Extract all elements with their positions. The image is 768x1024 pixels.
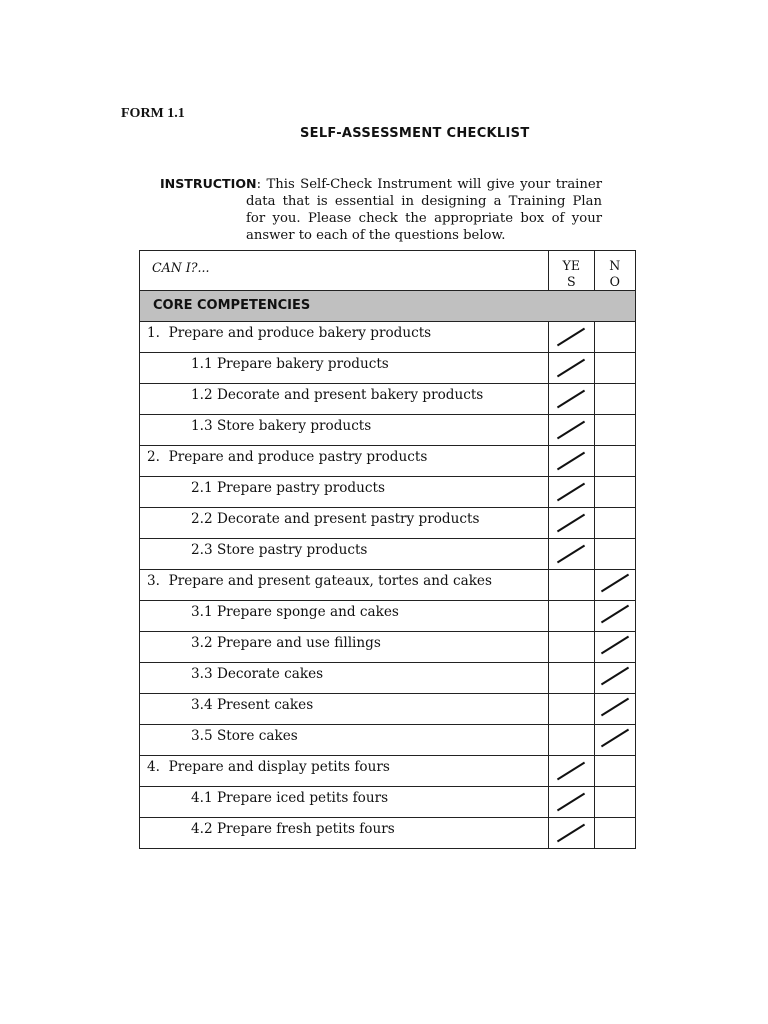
check-mark-icon [557, 824, 585, 843]
yes-checkbox-cell[interactable] [549, 632, 595, 663]
item-cell [140, 415, 549, 446]
item-cell [140, 632, 549, 663]
item-cell [140, 725, 549, 756]
checklist-table [139, 250, 636, 849]
check-mark-icon [557, 762, 585, 781]
instruction-text-line4: answer to each of the questions below. [246, 228, 506, 243]
table-row [140, 570, 636, 601]
check-mark-icon [600, 698, 628, 717]
instruction-lead: INSTRUCTION [160, 176, 257, 191]
header-can-cell [140, 251, 549, 291]
table-row [140, 663, 636, 694]
yes-checkbox-cell[interactable] [549, 601, 595, 632]
item-label: 2.3 Store pastry products [191, 542, 368, 558]
form-label: FORM 1.1 [121, 106, 185, 121]
yes-checkbox-cell[interactable] [549, 663, 595, 694]
item-cell [140, 818, 549, 849]
no-checkbox-cell[interactable] [594, 508, 635, 539]
table-row [140, 539, 636, 570]
item-label: 2.2 Decorate and present pastry products [191, 511, 480, 527]
item-cell [140, 446, 549, 477]
instruction-rest [246, 193, 602, 244]
yes-checkbox-cell[interactable] [549, 818, 595, 849]
item-label: 2. Prepare and produce pastry products [147, 449, 428, 465]
item-cell [140, 756, 549, 787]
section-cell [140, 291, 636, 322]
yes-checkbox-cell[interactable] [549, 570, 595, 601]
check-mark-icon [557, 421, 585, 440]
yes-checkbox-cell[interactable] [549, 322, 595, 353]
header-no-cell [594, 251, 635, 291]
no-checkbox-cell[interactable] [594, 632, 635, 663]
item-cell [140, 663, 549, 694]
no-checkbox-cell[interactable] [594, 570, 635, 601]
item-label: 4.2 Prepare fresh petits fours [191, 821, 395, 837]
table-row [140, 787, 636, 818]
yes-checkbox-cell[interactable] [549, 384, 595, 415]
item-label: 3.3 Decorate cakes [191, 666, 324, 682]
no-checkbox-cell[interactable] [594, 601, 635, 632]
item-cell [140, 787, 549, 818]
item-cell [140, 353, 549, 384]
table-header-row [140, 251, 636, 291]
no-checkbox-cell[interactable] [594, 818, 635, 849]
check-mark-icon [600, 605, 628, 624]
table-row [140, 446, 636, 477]
yes-checkbox-cell[interactable] [549, 725, 595, 756]
item-cell [140, 694, 549, 725]
yes-checkbox-cell[interactable] [549, 477, 595, 508]
table-row [140, 632, 636, 663]
check-mark-icon [557, 793, 585, 812]
item-label: 1.1 Prepare bakery products [191, 356, 389, 372]
item-cell [140, 384, 549, 415]
item-label: 3.2 Prepare and use fillings [191, 635, 381, 651]
item-label: 4.1 Prepare iced petits fours [191, 790, 389, 806]
instruction-first-line [160, 175, 602, 193]
yes-checkbox-cell[interactable] [549, 787, 595, 818]
check-mark-icon [557, 390, 585, 409]
no-checkbox-cell[interactable] [594, 446, 635, 477]
yes-checkbox-cell[interactable] [549, 508, 595, 539]
item-cell [140, 322, 549, 353]
table-row [140, 415, 636, 446]
no-checkbox-cell[interactable] [594, 725, 635, 756]
header-can-label: CAN I?... [152, 260, 210, 275]
yes-checkbox-cell[interactable] [549, 539, 595, 570]
table-row [140, 725, 636, 756]
item-label: 3.5 Store cakes [191, 728, 298, 744]
instruction-text-line3: for you. Please check the appropriate box of your [246, 211, 602, 226]
no-checkbox-cell[interactable] [594, 415, 635, 446]
check-mark-icon [600, 667, 628, 686]
check-mark-icon [557, 545, 585, 564]
item-label: 1.3 Store bakery products [191, 418, 372, 434]
check-mark-icon [557, 359, 585, 378]
yes-checkbox-cell[interactable] [549, 415, 595, 446]
item-label: 3.4 Present cakes [191, 697, 314, 713]
item-cell [140, 508, 549, 539]
item-label: 3.1 Prepare sponge and cakes [191, 604, 399, 620]
table-row [140, 756, 636, 787]
check-mark-icon [557, 452, 585, 471]
section-row [140, 291, 636, 322]
table-row [140, 818, 636, 849]
check-mark-icon [557, 514, 585, 533]
table-row [140, 384, 636, 415]
yes-checkbox-cell[interactable] [549, 694, 595, 725]
table-row [140, 322, 636, 353]
no-checkbox-cell[interactable] [594, 353, 635, 384]
no-checkbox-cell[interactable] [594, 694, 635, 725]
no-checkbox-cell[interactable] [594, 477, 635, 508]
table-row [140, 694, 636, 725]
page-title: SELF-ASSESSMENT CHECKLIST [300, 126, 530, 141]
check-mark-icon [557, 328, 585, 347]
table-row [140, 601, 636, 632]
item-label: 1. Prepare and produce bakery products [147, 325, 432, 341]
header-yes-cell [549, 251, 595, 291]
yes-checkbox-cell[interactable] [549, 756, 595, 787]
no-checkbox-cell[interactable] [594, 322, 635, 353]
item-cell [140, 477, 549, 508]
item-label: 4. Prepare and display petits fours [147, 759, 390, 775]
no-checkbox-cell[interactable] [594, 787, 635, 818]
no-checkbox-cell[interactable] [594, 384, 635, 415]
item-label: 2.1 Prepare pastry products [191, 480, 385, 496]
item-label: 3. Prepare and present gateaux, tortes and cakes [147, 573, 492, 589]
yes-checkbox-cell[interactable] [549, 353, 595, 384]
no-checkbox-cell[interactable] [594, 663, 635, 694]
no-checkbox-cell[interactable] [594, 756, 635, 787]
item-cell [140, 570, 549, 601]
item-label: 1.2 Decorate and present bakery products [191, 387, 484, 403]
table-row [140, 508, 636, 539]
check-mark-icon [600, 636, 628, 655]
item-cell [140, 539, 549, 570]
item-cell [140, 601, 549, 632]
section-label: CORE COMPETENCIES [153, 298, 311, 313]
instruction-block [160, 175, 602, 244]
check-mark-icon [600, 574, 628, 593]
check-mark-icon [600, 729, 628, 748]
table-row [140, 353, 636, 384]
yes-checkbox-cell[interactable] [549, 446, 595, 477]
instruction-text-line1: : This Self-Check Instrument will give your trainer [256, 177, 602, 192]
no-checkbox-cell[interactable] [594, 539, 635, 570]
check-mark-icon [557, 483, 585, 502]
table-row [140, 477, 636, 508]
header-yes-label: YE S [562, 258, 581, 289]
instruction-text-line2: data that is essential in designing a Training Plan [246, 194, 602, 209]
header-no-label: N O [609, 258, 621, 289]
